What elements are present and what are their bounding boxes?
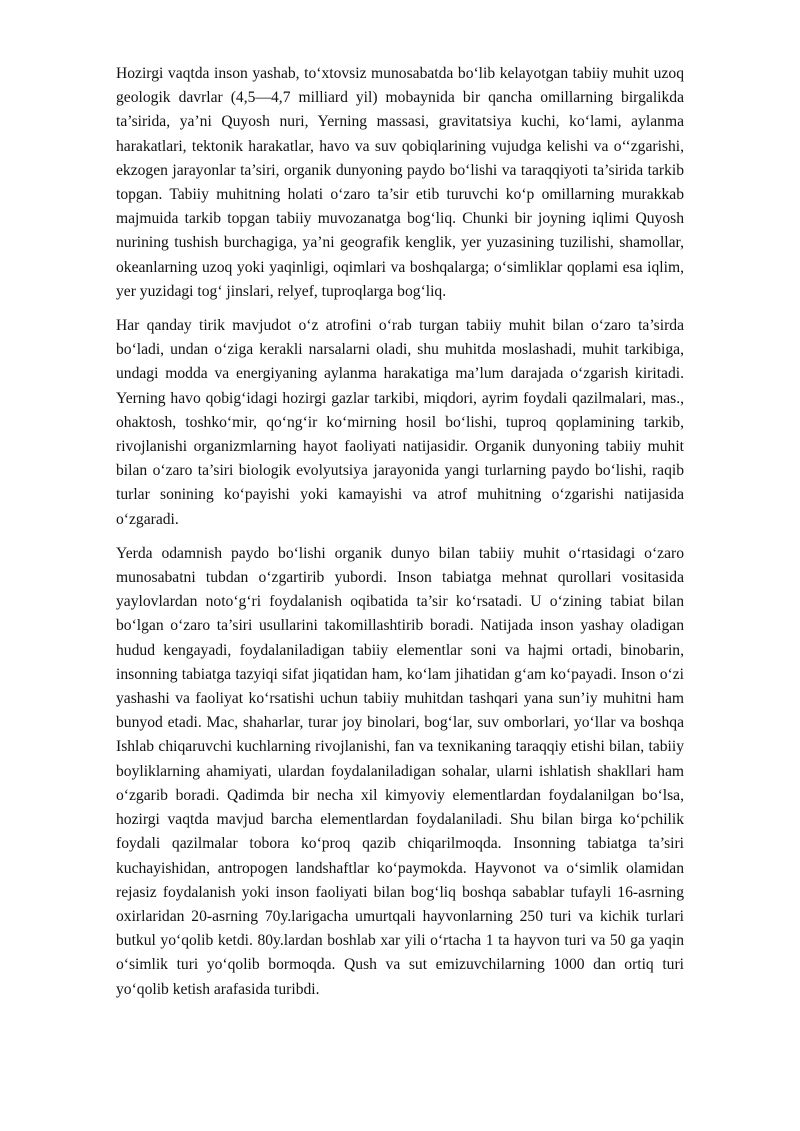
paragraph-1: Hozirgi vaqtda inson yashab, to‘xtovsiz munosabatda bo‘lib kelayotgan tabiiy muhit uzoq geologik davrlar (4,5—4,7 milliard yil) mobaynida bir qancha omillarning birgalikda ta’sirida, ya’ni Quyosh nuri, Yerning massasi, gravitatsiya kuchi, ko‘lami, aylanma harakatlari, tektonik harakatlar, havo va suv qobiqlarining vujudga kelishi va o‘‘zgarishi, ekzogen jarayonlar ta’siri, organik dunyoning paydo bo‘lishi va taraqqiyoti ta’sirida tarkib topgan. Tabiiy muhitning holati o‘zaro ta’sir etib turuvchi ko‘p omillarning murakkab majmuida tarkib topgan tabiiy muvozanatga bog‘liq. Chunki bir joyning iqlimi Quyosh nurining tushish burchagiga, ya’ni geografik kenglik, yer yuzasining tuzilishi, shamollar, okeanlarning uzoq yoki yaqinligi, oqimlari va boshqalarga; o‘simliklar qoplami esa iqlim, yer yuzidagi tog‘ jinslari, relyef, tuproqlarga bog‘liq. — [116, 65, 684, 300]
paragraph-3: Yerda odamnish paydo bo‘lishi organik dunyo bilan tabiiy muhit o‘rtasidagi o‘zaro munosabatni tubdan o‘zgartirib yubordi. Inson tabiatga mehnat qurollari vositasida yaylovlardan noto‘g‘ri foydalanish oqibatida ta’sir ko‘rsatadi. U o‘zining tabiat bilan bo‘lgan o‘zaro ta’siri usullarini takomillashtirib boradi. Natijada inson yashay oladigan hudud kengayadi, foydalaniladigan tabiiy elementlar soni va hajmi ortadi, binobarin, insonning tabiatga tazyiqi sifat jiqatidan ham, ko‘lam jihatidan g‘am ko‘payadi. Inson o‘zi yashashi va faoliyat ko‘rsatishi uchun tabiiy muhitdan tashqari yana sun’iy muhitni ham bunyod etadi. Mac, shaharlar, turar joy binolari, bog‘lar, suv omborlari, yo‘llar va boshqa Ishlab chiqaruvchi kuchlarning rivojlanishi, fan va texnikaning taraqqiy etishi bilan, tabiiy boyliklarning ahamiyati, ulardan foydalaniladigan sohalar, ularni ishlatish shakllari ham o‘zgarib boradi. Qadimda bir necha xil kimyoviy elementlardan foydalanilgan bo‘lsa, hozirgi vaqtda mavjud barcha elementlardan foydalaniladi. Shu bilan birga ko‘pchilik foydali qazilmalar tobora ko‘proq qazib chiqarilmoqda. Insonning tabiatga ta’siri kuchayishidan, antropogen landshaftlar ko‘paymokda. Hayvonot va o‘simlik olamidan rejasiz foydalanish yoki inson faoliyati bilan bog‘liq boshqa sabablar tufayli 16-asrning oxirlaridan 20-asrning 70y.larigacha umurtqali hayvonlarning 250 turi va kichik turlari butkul yo‘qolib ketdi. 80y.lardan boshlab xar yili o‘rtacha 1 ta hayvon turi va 50 ga yaqin o‘simlik turi yo‘qolib bormoqda. Qush va sut emizuvchilarning 1000 dan ortiq turi yo‘qolib ketish arafasida turibdi. — [116, 544, 684, 998]
paragraph-2: Har qanday tirik mavjudot o‘z atrofini o‘rab turgan tabiiy muhit bilan o‘zaro ta’sirda bo‘ladi, undan o‘ziga kerakli narsalarni oladi, shu muhitda moslashadi, muhit tarkibiga, undagi modda va energiyaning aylanma harakatiga ma’lum darajada o‘zgarish kiritadi. Yerning havo qobig‘idagi hozirgi gazlar tarkibi, miqdori, ayrim foydali qazilmalari, mas., ohaktosh, toshko‘mir, qo‘ng‘ir ko‘mirning hosil bo‘lishi, tuproq qoplamining tarkib, rivojlanishi organizmlarning hayot faoliyati natijasidir. Organik dunyoning tabiiy muhit bilan o‘zaro ta’siri biologik evolyutsiya jarayonida yangi turlarning paydo bo‘lishi, raqib turlar sonining ko‘payishi yoki kamayishi va atrof muhitning o‘zgarishi natijasida o‘zgaradi. — [116, 317, 684, 528]
document-page — [116, 62, 684, 1012]
